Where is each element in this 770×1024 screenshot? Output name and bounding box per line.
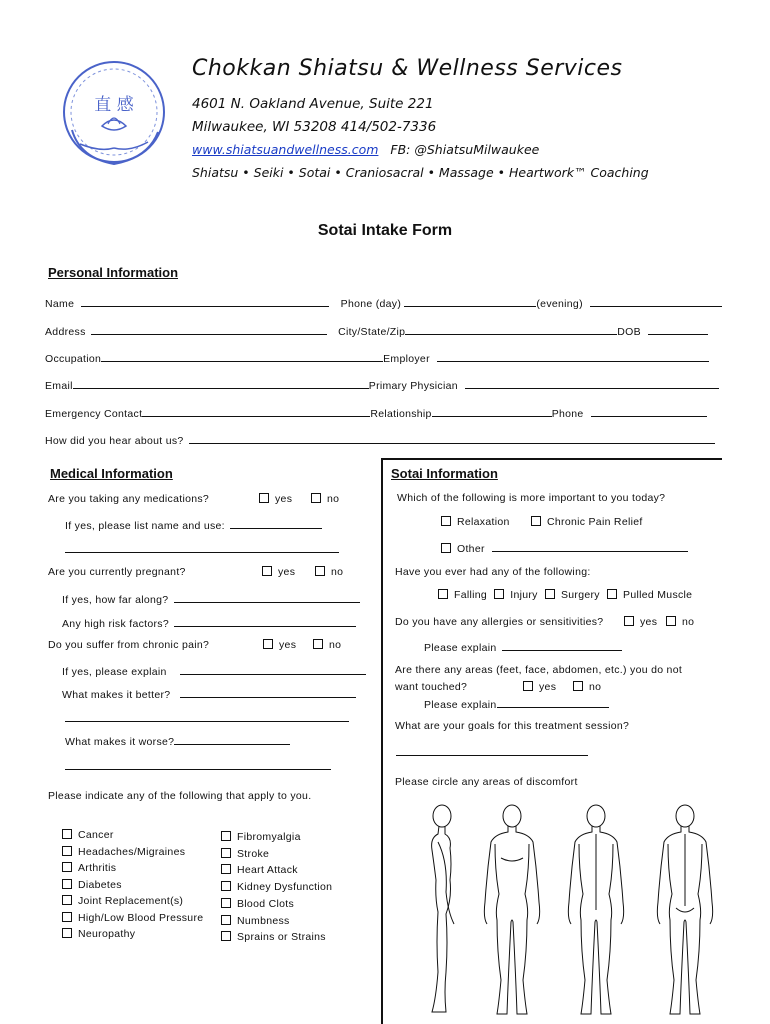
how-far-row [62,592,360,606]
pregnant-no-option[interactable] [315,566,343,578]
physician-field[interactable] [465,378,719,389]
address-line-1: 4601 N. Oakland Avenue, Suite 221 [192,96,434,112]
facebook-handle: FB: @ShiatsuMilwaukee [390,142,540,157]
pain-explain-row [62,664,366,678]
row-emergency [45,406,707,420]
areas-no-label: no [589,681,602,693]
areas-explain-field[interactable] [497,697,609,708]
condition-item[interactable] [62,926,203,943]
employer-label: Employer [383,353,430,365]
condition-label: Heart Attack [237,864,298,877]
areas-yes-label: yes [539,681,557,693]
physician-label: Primary Physician [368,380,458,392]
condition-label: Fibromyalgia [237,831,301,843]
surgery-label: Surgery [560,589,600,601]
allergy-no-label: no [682,616,695,628]
condition-label: Headaches/Migraines [78,845,186,858]
personal-info-title: Personal Information [48,265,179,280]
emergency-label: Emergency Contact [45,408,143,420]
section-divider-horizontal [382,458,722,460]
worse-field-2[interactable] [65,759,331,770]
email-label: Email [45,380,73,392]
allergy-no-option[interactable] [666,616,694,628]
areas-explain-row [424,697,609,711]
address-line-2: Milwaukee, WI 53208 414/502-7336 [192,119,437,135]
meds-yes-checkbox[interactable] [259,493,269,503]
indicate-text: Please indicate any of the following that apply to you. [48,790,312,802]
had-options [438,589,692,601]
other-option[interactable] [441,541,688,555]
row-hear [45,433,715,447]
areas-question-2: want touched? [395,681,468,693]
dob-label: DOB [617,326,641,338]
condition-item[interactable] [62,827,203,844]
condition-label: Joint Replacement(s) [78,895,184,907]
better-row [62,687,356,701]
condition-checkbox[interactable] [221,898,231,908]
pregnant-yes-label: yes [278,566,296,578]
emergency-field[interactable] [142,406,370,417]
hear-field[interactable] [189,433,715,444]
surgery-checkbox[interactable] [545,589,555,599]
pain-question: Do you suffer from chronic pain? [48,639,210,651]
condition-label: High/Low Blood Pressure [78,911,204,924]
condition-label: Blood Clots [237,897,294,910]
company-name: Chokkan Shiatsu & Wellness Services [192,56,623,81]
injury-option[interactable] [494,589,537,601]
pain-no-option[interactable] [313,639,341,651]
row-occupation [45,351,709,365]
condition-checkbox[interactable] [62,846,72,856]
condition-checkbox[interactable] [221,864,231,874]
row-address [45,324,708,338]
pain-explain-field[interactable] [180,664,366,675]
condition-label: Arthritis [78,862,117,874]
meds-no-label: no [327,493,340,505]
allergy-explain-label: Please explain [424,642,497,654]
email-field[interactable] [73,378,369,389]
relationship-label: Relationship [370,408,432,420]
relationship-field[interactable] [432,406,552,417]
body-rear-view-figure[interactable] [650,802,720,1024]
pulled-label: Pulled Muscle [623,589,693,601]
sotai-info-title: Sotai Information [391,466,498,481]
logo-glyphs: 直 感 [94,95,134,115]
pain-yes-checkbox[interactable] [263,639,273,649]
body-front-view-figure[interactable] [477,802,547,1024]
conditions-right-list [221,829,332,946]
worse-field[interactable] [174,734,290,745]
condition-item[interactable] [221,929,332,946]
circle-instruction: Please circle any areas of discomfort [395,776,578,788]
meds-no-checkbox[interactable] [311,493,321,503]
condition-checkbox[interactable] [221,831,231,841]
condition-item[interactable] [221,846,332,863]
meds-yes-option[interactable] [259,493,292,505]
body-back-view-figure[interactable] [561,802,631,1024]
other-field[interactable] [492,541,688,552]
allergy-explain-field[interactable] [502,640,622,651]
address-field[interactable] [91,324,327,335]
condition-checkbox[interactable] [62,912,72,922]
row-email [45,378,719,392]
pain-no-checkbox[interactable] [313,639,323,649]
meds-yes-label: yes [275,493,293,505]
website-link[interactable]: www.shiatsuandwellness.com [192,142,379,157]
address-label: Address [45,326,86,338]
contact-line [192,142,539,157]
other-checkbox[interactable] [441,543,451,553]
condition-item[interactable] [62,910,203,927]
relaxation-option[interactable] [441,516,510,528]
body-side-view-figure[interactable] [408,802,473,1024]
condition-item[interactable] [221,896,332,913]
condition-checkbox[interactable] [62,862,72,872]
injury-label: Injury [510,589,538,601]
worse-label: What makes it worse? [65,736,175,748]
high-risk-label: Any high risk factors? [62,618,169,630]
pain-no-label: no [329,639,342,651]
pregnant-yes-checkbox[interactable] [262,566,272,576]
employer-field[interactable] [437,351,709,362]
name-field[interactable] [81,296,329,307]
falling-checkbox[interactable] [438,589,448,599]
pain-yes-option[interactable] [263,639,296,651]
condition-label: Sprains or Strains [237,931,326,944]
condition-item[interactable] [221,913,332,930]
condition-checkbox[interactable] [221,931,231,941]
how-far-field[interactable] [174,592,360,603]
areas-question-1: Are there any areas (feet, face, abdomen, etc.) you do not [395,664,683,676]
condition-label: Kidney Dysfunction [237,881,333,894]
injury-checkbox[interactable] [494,589,504,599]
allergy-question: Do you have any allergies or sensitivities? [395,616,604,628]
allergy-yes-checkbox[interactable] [624,616,634,626]
hear-label: How did you hear about us? [45,435,184,447]
phone-label: Phone [551,408,584,420]
high-risk-field[interactable] [174,616,356,627]
areas-yes-checkbox[interactable] [523,681,533,691]
condition-label: Neuropathy [78,928,136,940]
condition-checkbox[interactable] [62,879,72,889]
condition-checkbox[interactable] [62,928,72,938]
condition-item[interactable] [62,844,203,861]
meds-no-option[interactable] [311,493,339,505]
pregnant-no-checkbox[interactable] [315,566,325,576]
condition-checkbox[interactable] [62,895,72,905]
condition-checkbox[interactable] [221,881,231,891]
better-field-2[interactable] [65,711,349,722]
form-title: Sotai Intake Form [317,222,453,239]
medical-info-title: Medical Information [50,466,173,481]
areas-explain-label: Please explain [424,699,497,711]
worse-row [65,734,290,748]
areas-no-option[interactable] [573,681,601,693]
pregnant-yes-option[interactable] [262,566,295,578]
services-line: Shiatsu • Seiki • Sotai • Craniosacral • Massage • Heartwork™ Coaching [192,165,649,180]
allergy-no-checkbox[interactable] [666,616,676,626]
condition-item[interactable] [221,879,332,896]
condition-checkbox[interactable] [62,829,72,839]
chronic-label: Chronic Pain Relief [547,516,643,528]
condition-item[interactable] [221,829,332,846]
condition-item[interactable] [62,893,203,910]
city-field[interactable] [405,324,617,335]
section-divider-vertical [381,458,383,1024]
company-logo [50,52,178,176]
pain-yes-label: yes [279,639,297,651]
condition-item[interactable] [62,877,203,894]
had-question: Have you ever had any of the following: [395,566,591,578]
areas-yes-option[interactable] [523,681,556,693]
other-label: Other [457,543,485,555]
falling-option[interactable] [438,589,487,601]
condition-checkbox[interactable] [221,848,231,858]
better-field[interactable] [180,687,356,698]
pain-explain-label: If yes, please explain [62,666,167,678]
row-name [45,296,722,310]
emergency-phone-field[interactable] [591,406,707,417]
meds-list-field[interactable] [230,518,322,529]
goals-field[interactable] [396,745,588,756]
condition-item[interactable] [62,860,203,877]
condition-item[interactable] [221,862,332,879]
condition-label: Cancer [78,829,114,841]
name-label: Name [45,298,75,310]
pulled-checkbox[interactable] [607,589,617,599]
city-label: City/State/Zip [338,326,406,338]
relaxation-checkbox[interactable] [441,516,451,526]
meds-question: Are you taking any medications? [48,493,210,505]
evening-label: (evening) [536,298,583,310]
phone-day-label: Phone (day) [340,298,402,310]
areas-no-checkbox[interactable] [573,681,583,691]
how-far-label: If yes, how far along? [62,594,169,606]
allergy-yes-label: yes [640,616,658,628]
condition-label: Stroke [237,847,270,860]
allergy-yes-option[interactable] [624,616,657,628]
dob-field[interactable] [648,324,708,335]
surgery-option[interactable] [545,589,600,601]
pregnant-no-label: no [331,566,344,578]
occupation-field[interactable] [101,351,383,362]
goals-question: What are your goals for this treatment session? [395,720,630,732]
chronic-option[interactable] [531,516,643,528]
pulled-option[interactable] [607,589,692,601]
falling-label: Falling [454,589,488,601]
better-label: What makes it better? [62,689,171,701]
condition-checkbox[interactable] [221,915,231,925]
phone-day-field[interactable] [404,296,536,307]
meds-list-row [65,518,322,532]
high-risk-row [62,616,356,630]
meds-list-field-2[interactable] [65,542,339,553]
conditions-left-list [62,827,203,943]
meds-list-label: If yes, please list name and use: [65,520,225,532]
chronic-checkbox[interactable] [531,516,541,526]
pregnant-question: Are you currently pregnant? [48,566,186,578]
phone-evening-field[interactable] [590,296,722,307]
occupation-label: Occupation [45,353,102,365]
relaxation-label: Relaxation [457,516,510,528]
condition-label: Diabetes [78,878,122,891]
important-question: Which of the following is more important to you today? [397,492,666,504]
condition-label: Numbness [237,914,290,927]
allergy-explain-row [424,640,622,654]
